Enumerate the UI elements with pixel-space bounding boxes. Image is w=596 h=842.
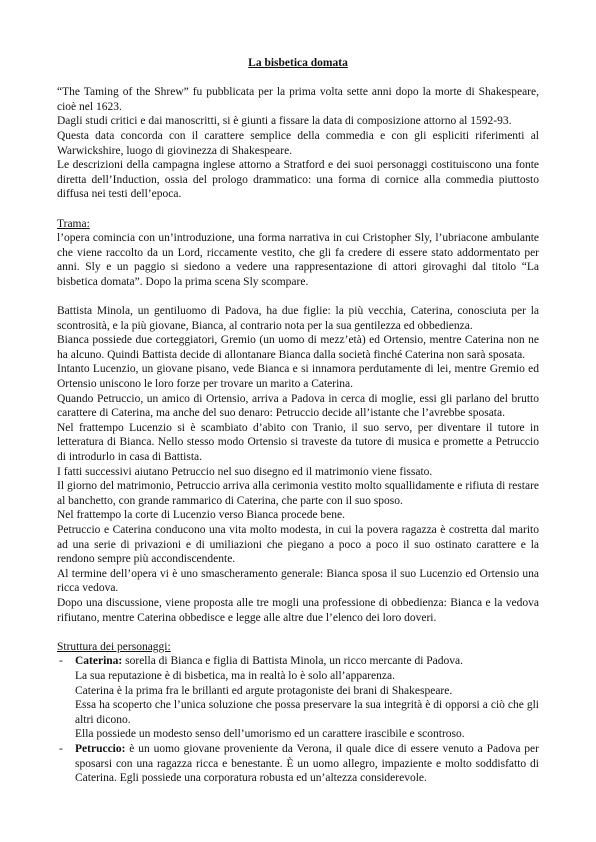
character-item-caterina bbox=[57, 654, 539, 669]
character-note: Caterina è la prima fra le brillanti ed argute protagoniste dei brani di Shakespeare. bbox=[75, 684, 453, 697]
plot-paragraph: Intanto Lucenzio, un giovane pisano, vede Bianca e si innamora perdutamente di lei, mentre Gremio ed Ortensio uniscono le loro forze per trovare un marito a Caterina. bbox=[57, 363, 539, 391]
list-dash: - bbox=[59, 655, 63, 668]
plot-paragraph: I fatti successivi aiutano Petruccio nel suo disegno ed il matrimonio viene fissato. bbox=[57, 465, 433, 478]
intro-paragraph: Le descrizioni della campagna inglese attorno a Stratford e dei suoi personaggi costituiscono una fonte diretta dell’Induction, ossia del prologo drammatico: una forma di cornice alla commedia piuttosto diffusa nei testi dell’epoca. bbox=[57, 159, 539, 201]
plot-paragraph: Bianca possiede due corteggiatori, Gremio (un uomo di mezz’età) ed Ortensio, mentre Caterina non ne ha alcuno. Quindi Battista decide di allontanare Bianca dalla società finché Caterina non sarà sposata. bbox=[57, 334, 539, 361]
character-name: Petruccio: bbox=[75, 742, 126, 755]
plot-paragraph: Battista Minola, un gentiluomo di Padova, ha due figlie: la più vecchia, Caterina, conosciuta per la scontrosità, e la più giovane, Bianca, al contrario nota per la sua gentilezza ed obbedienza. bbox=[57, 305, 539, 332]
plot-paragraph: Dopo una discussione, viene proposta alle tre mogli una professione di obbedienza: Bianca e la vedova rifiutano, mentre Caterina obbedisce e legge alle altre due l’elenco dei loro doveri. bbox=[57, 596, 539, 624]
intro-paragraph: “The Taming of the Shrew” fu pubblicata per la prima volta sette anni dopo la morte di Shakespeare, cioè nel 1623. bbox=[57, 86, 539, 113]
intro-paragraph: Dagli studi critici e dai manoscritti, si è giunti a fissare la data di composizione attorno al 1592-93. bbox=[57, 115, 512, 128]
document-title: La bisbetica domata bbox=[248, 57, 348, 69]
character-note: La sua reputazione è di bisbetica, ma in realtà lo è solo all’apparenza. bbox=[75, 669, 395, 682]
plot-paragraph: Nel frattempo Lucenzio si è scambiato d’abito con Tranio, il suo servo, per diventare il tutore in letteratura di Bianca. Nello stesso modo Ortensio si traveste da tutore di musica e promette a Petruccio di introdurlo in casa di Battista. bbox=[57, 421, 539, 464]
character-description: è un uomo giovane proveniente da Verona, il quale dice di essere venuto a Padova per sposarsi con una ragazza ricca e benestante. È un uomo allegro, impaziente e molto soddisfatto di Caterina. Egli possiede una corporatura robusta ed un’altezza considerevole. bbox=[75, 742, 539, 785]
plot-paragraph: Al termine dell’opera vi è uno smascheramento generale: Bianca sposa il suo Lucenzio ed Ortensio una ricca vedova. bbox=[57, 567, 539, 595]
plot-paragraph: Quando Petruccio, un amico di Ortensio, arriva a Padova in cerca di moglie, essi gli parlano del brutto carattere di Caterina, ma anche del suo denaro: Petruccio decide all’istante che l’avrebbe sposata. bbox=[57, 392, 539, 420]
character-description: sorella di Bianca e figlia di Battista Minola, un ricco mercante di Padova. bbox=[122, 655, 464, 668]
character-note: Ella possiede un modesto senso dell’umorismo ed un carattere irascibile e scontroso. bbox=[75, 728, 465, 741]
plot-paragraph: Il giorno del matrimonio, Petruccio arriva alla cerimonia vestito molto squallidamente e rifiuta di restare al banchetto, con grande rammarico di Caterina, che parte con il suo sposo. bbox=[57, 480, 539, 507]
character-name: Caterina: bbox=[75, 655, 123, 668]
struttura-heading: Struttura dei personaggi: bbox=[57, 640, 171, 653]
character-item-petruccio bbox=[57, 742, 539, 786]
character-note: Essa ha scoperto che l’unica soluzione che possa preservare la sua integrità è di opporsi a ciò che gli altri dicono. bbox=[75, 699, 539, 726]
trama-heading: Trama: bbox=[57, 217, 90, 230]
plot-paragraph: Petruccio e Caterina conducono una vita molto modesta, in cui la povera ragazza è costretta dal marito ad una serie di privazioni e di umiliazioni che piegano a poco a poco il suo ostinato carattere e la rendono sempre più accondiscendente. bbox=[57, 524, 539, 566]
list-dash: - bbox=[59, 742, 63, 755]
plot-paragraph: Nel frattempo la corte di Lucenzio verso Bianca procede bene. bbox=[57, 509, 346, 522]
document-page bbox=[57, 56, 539, 786]
trama-opening: l’opera comincia con un’introduzione, una forma narrativa in cui Cristopher Sly, l’ubriacone ambulante che viene raccolto da un Lord, riccamente vestito, che gli fa credere di essere stato addormentato per anni. Sly e un paggio si siedono a vedere una rappresentazione di attori girovaghi dal titolo “La bisbetica domata”. Dopo la prima scena Sly scompare. bbox=[57, 232, 539, 288]
intro-paragraph: Questa data concorda con il carattere semplice della commedia e con gli espliciti riferimenti al Warwickshire, luogo di giovinezza di Shakespeare. bbox=[57, 129, 539, 157]
